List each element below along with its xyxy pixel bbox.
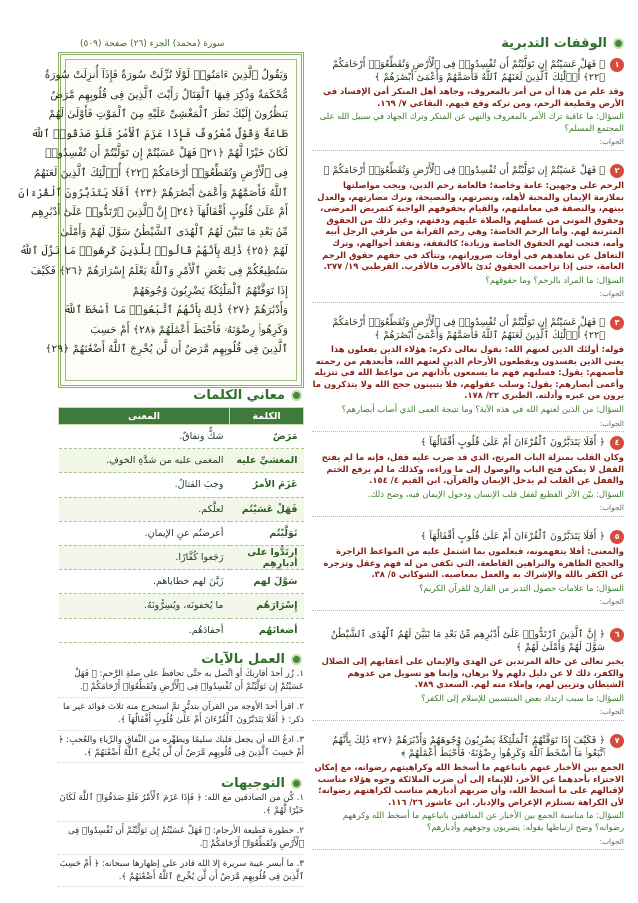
vocab-word: ارتَدُّوا على أدبارِهِم xyxy=(230,545,304,569)
reflection-body: وكان القلب بمنزلة الباب المرتج، الذي قد ضرب عليه قفل، فإنه ما لم يفتح القفل لا يمكن فتح الباب والوصول إلى ما وراءه، وكذلك ما لم يرفع الختم والقفل عن القلب لم يدخل الإيمان والقرآن. ابن القيم ٤/ ١٥٤. xyxy=(321,452,624,486)
vocab-row xyxy=(59,425,304,449)
quran-line: وَيَقُولُ ٱلَّذِينَ ءَامَنُوا۟ لَوْلَا نُزِّلَتْ سُورَةٌ فَإِذَآ أُنزِلَتْ سُورَةٌ xyxy=(44,69,288,81)
reflection-verse: ﴿ فَهَلْ عَسَيْتُمْ إِن تَوَلَّيْتُمْ أَن تُفْسِدُوا۟ فِى ٱلْأَرْضِ وَتُقَطِّعُوٓا۟ أَرْحَامَكُمْ ﴿٢٢﴾ أُو۟لَٰٓئِكَ ٱلَّذِينَ لَعَنَهُمُ ٱللَّهُ فَأَصَمَّهُمْ وَأَعْمَىٰٓ أَبْصَٰرَهُمْ ﴾ xyxy=(332,317,605,341)
vocab-meaning: رَجَعوا كُفَّارًا. xyxy=(59,545,230,569)
quran-line: مُّحْكَمَةٌ وَذُكِرَ فِيهَا ٱلْقِتَالُ رَأَيْتَ ٱلَّذِينَ فِى قُلُوبِهِم مَّرَضٌ xyxy=(50,88,288,101)
reflection-item xyxy=(312,530,624,611)
vocab-word: المغشيِّ عليه xyxy=(230,449,304,473)
work-title xyxy=(201,652,302,667)
reflection-item xyxy=(312,58,624,151)
quran-line: سَنُطِيعُكُمْ فِى بَعْضِ ٱلْأَمْرِ وَٱللَّهُ يَعْلَمُ إِسْرَارَهُمْ ﴿٢٦﴾ فَكَيْفَ xyxy=(30,264,288,277)
vocab-head-word: الكلمة xyxy=(230,408,304,425)
vocab-row xyxy=(59,570,304,594)
guide-item: ٢. خطورة قطيعة الأرحام: ﴿ فَهَلْ عَسَيْتُمْ إِن تَوَلَّيْتُمْ أَن تُفْسِدُوا۟ فِى ٱلْأَرْضِ وَتُقَطِّعُوٓا۟ أَرْحَامَكُمْ ﴾. xyxy=(58,825,304,855)
vocab-title-text: معاني الكلمات xyxy=(193,388,285,403)
quran-line: ٱللَّهُ فَأَصَمَّهُمْ وَأَعْمَىٰٓ أَبْصَٰرَهُمْ ﴿٢٣﴾ أَفَلَا يَتَدَبَّرُونَ ٱلْقُرْءَانَ xyxy=(18,186,288,199)
reflection-item xyxy=(312,734,624,850)
vocab-row xyxy=(59,497,304,521)
vocab-head-meaning: المعنى xyxy=(59,408,230,425)
reflection-head xyxy=(312,316,624,342)
reflection-head xyxy=(312,58,624,84)
reflection-verse: ﴿ أَفَلَا يَتَدَبَّرُونَ ٱلْقُرْءَانَ أَمْ عَلَىٰ قُلُوبٍ أَقْفَالُهَآ ﴾ xyxy=(420,531,605,542)
quran-line: لَكَانَ خَيْرًا لَّهُمْ ﴿٢١﴾ فَهَلْ عَسَيْتُمْ إِن تَوَلَّيْتُمْ أَن تُفْسِدُوا۟ xyxy=(45,147,288,160)
vocab-meaning: المغمى عليه من شدَّةِ الخوفِ. xyxy=(59,449,230,473)
vocab-row xyxy=(59,449,304,473)
work-item: ٢. اقرأ أحدَ الأوجه من القرآن بتدبُّرٍ ثمَّ استخرج منه ثلاث فوائد غير ما ذكر: ﴿ أَفَلَا يَتَدَبَّرُونَ ٱلْقُرْءَانَ أَمْ عَلَىٰ قُلُوبٍ أَقْفَالُهَآ ﴾. xyxy=(58,701,304,731)
reflection-head xyxy=(312,164,624,178)
vocab-meaning: شكٌّ ونفاقٌ. xyxy=(59,425,230,449)
guide-title xyxy=(221,776,302,791)
work-item: ٣. ادعُ الله أن يجعل قلبك سليمًا ويطهِّره من النِّفاقِ والرِّياءِ والعُجبِ: ﴿ أَمْ حَسِبَ ٱلَّذِينَ فِى قُلُوبِهِم مَّرَضٌ أَن لَّن يُخْرِجَ ٱللَّهُ أَضْغَٰنَهُمْ ﴾. xyxy=(58,734,304,764)
section-bullet-icon xyxy=(291,778,302,789)
vocab-meaning: وجبَ القتالُ. xyxy=(59,473,230,497)
reflection-answer-field[interactable]: الجواب: xyxy=(312,502,624,517)
work-title-text: العمل بالآيات xyxy=(201,652,285,667)
vocab-word: أضغانَهُم xyxy=(230,618,304,642)
vocab-meaning: زَيَّنَ لهم خطاياهم. xyxy=(59,570,230,594)
quran-line: إِذَا تَوَفَّتْهُمُ ٱلْمَلَٰٓئِكَةُ يَضْرِبُونَ وُجُوهَهُمْ xyxy=(132,284,288,297)
vocab-header-row xyxy=(59,408,304,425)
quran-line: فِى ٱلْأَرْضِ وَتُقَطِّعُوٓا۟ أَرْحَامَكُمْ ﴿٢٢﴾ أُو۟لَٰٓئِكَ ٱلَّذِينَ لَعَنَهُمُ xyxy=(33,166,288,179)
quran-line: أَمْ عَلَىٰ قُلُوبٍ أَقْفَالُهَآ ﴿٢٤﴾ إِنَّ ٱلَّذِينَ ٱرْتَدُّوا۟ عَلَىٰٓ أَدْبَٰرِهِم xyxy=(31,206,288,219)
reflection-body: الجمع بين الأخبار عنهم باتباعهم ما أسخط الله وكراهيتهم رضوانه، مع إمكان الاجتزاء بأحدهما عن الآخر، للإيماء إلى أن ضرب الملائكة وجوه هؤلاء مناسب لإقبالهم على ما أسخط الله، وأن ضربهم أدبارهم مناسب لكراهتهم رضوانه؛ لأن الكراهة تستلزم الإعراض والإدبار. ابن عاشور ٢٦/ ١١٦. xyxy=(314,762,624,807)
reflection-answer-field[interactable]: الجواب: xyxy=(312,836,624,851)
vocab-meaning: أعرضتُم عنِ الإيمانِ. xyxy=(59,521,230,545)
quran-page-header: سورة (محمد) الجزء (٢٦) صفحة (٥٠٩) xyxy=(80,39,225,49)
vocab-table xyxy=(58,407,304,643)
quran-line: لَهُمْ ﴿٢٥﴾ ذَٰلِكَ بِأَنَّهُمْ قَالُوا۟ لِلَّذِينَ كَرِهُوا۟ مَا نَزَّلَ ٱللَّهُ xyxy=(19,245,288,258)
reflection-number: ٧ xyxy=(610,734,624,748)
vocab-meaning: ما يُخفونَه، ويُسِرُّونَهُ. xyxy=(59,594,230,618)
reflection-answer-field[interactable]: الجواب: xyxy=(312,706,624,721)
reflection-number: ٢ xyxy=(610,164,624,178)
quran-line: ٱلَّذِينَ فِى قُلُوبِهِم مَّرَضٌ أَن لَّن يُخْرِجَ ٱللَّهُ أَضْغَٰنَهُمْ ﴿٢٩﴾ xyxy=(45,343,288,356)
section-bullet-icon xyxy=(613,38,624,49)
quran-line: طَاعَةٌ وَقَوْلٌ مَّعْرُوفٌ فَإِذَا عَزَمَ ٱلْأَمْرُ فَلَوْ صَدَقُوا۟ ٱللَّهَ xyxy=(31,127,288,140)
vocab-word: إِسْرَارَهُم xyxy=(230,594,304,618)
reflection-verse: ﴿ فَهَلْ عَسَيْتُمْ إِن تَوَلَّيْتُمْ أَن تُفْسِدُوا۟ فِى ٱلْأَرْضِ وَتُقَطِّعُوٓا۟ أَرْحَامَكُمْ ﴿٢٢﴾ أُو۟لَٰٓئِكَ ٱلَّذِينَ لَعَنَهُمُ ٱللَّهُ فَأَصَمَّهُمْ وَأَعْمَىٰٓ أَبْصَٰرَهُمْ ﴾ xyxy=(332,59,605,83)
vocab-meaning: لعلَّكم. xyxy=(59,497,230,521)
reflection-item xyxy=(312,164,624,303)
vocab-word: تَوَلَّيْتُم xyxy=(230,521,304,545)
reflection-number: ١ xyxy=(610,58,624,72)
reflection-question: السؤال: ما علامات حصول التدبر من القارئ للقرآن الكريم؟ xyxy=(418,582,624,593)
reflection-question: السؤال: ما عاقبة ترك الأمر بالمعروف والنهي عن المنكر وترك الجهاد في سبيل الله على المجتمع المسلم؟ xyxy=(319,111,624,133)
reflection-question: السؤال: ما مناسبة الجمع بين الأخبار عن المنافقين باتباعهم ما أسخط الله وكرههم رضوانه؟ وضح ارتباطها بقوله: يضربون وجوههم وأدبارهم؟ xyxy=(342,810,624,832)
reflection-number: ٣ xyxy=(610,316,624,330)
reflection-answer-field[interactable]: الجواب: xyxy=(312,596,624,611)
quran-line: يَنظُرُونَ إِلَيْكَ نَظَرَ ٱلْمَغْشِىِّ عَلَيْهِ مِنَ ٱلْمَوْتِ فَأَوْلَىٰ لَهُمْ xyxy=(48,108,288,121)
reflection-answer-field[interactable]: الجواب: xyxy=(312,418,624,433)
vocab-row xyxy=(59,473,304,497)
reflection-body: قوله: أولئك الذين لعنهم الله: يقول تعالى ذكره: هؤلاء الذين يفعلون هذا يعني الذين يفسدون ويقطعون الأرحام الذين لعنهم الله، فأبعدهم من رحمته فأصمهم: يقول: فسلبهم فهم ما يسمعون بآذانهم من مواعظ الله في تنزيله وأعمى أبصارهم: يقول: وسلب عقولهم، فلا يتبينون حجج الله ولا يتذكرون ما يرون من عبره وأدلته. الطبري ٢٢/ ١٧٨. xyxy=(312,344,624,401)
quran-text-inner xyxy=(18,59,297,381)
vocab-word: سَوَّلَ لهم xyxy=(230,570,304,594)
quran-text-box xyxy=(18,52,304,388)
vocab-meaning: أحقادَهُم. xyxy=(59,618,230,642)
reflection-question: السؤال: من الذين لعنهم الله في هذه الآية؟ وما نتيجة العمى الذي أصاب أبصارهم؟ xyxy=(341,403,624,414)
reflection-number: ٦ xyxy=(610,628,624,642)
reflection-head xyxy=(312,628,624,654)
reflection-answer-field[interactable]: الجواب: xyxy=(312,136,624,151)
reflection-question: السؤال: ما سبب ارتداد بعض المنتسبين للإسلام إلى الكفر؟ xyxy=(421,692,624,703)
quran-line: وَأَدْبَٰرَهُمْ ﴿٢٧﴾ ذَٰلِكَ بِأَنَّهُمُ ٱتَّبَعُوا۟ مَآ أَسْخَطَ ٱللَّهَ xyxy=(63,304,288,317)
reflection-head xyxy=(312,436,624,450)
reflection-head xyxy=(312,734,624,760)
quran-line: وَكَرِهُوا۟ رِضْوَٰنَهُۥ فَأَحْبَطَ أَعْمَٰلَهُمْ ﴿٢٨﴾ أَمْ حَسِبَ xyxy=(90,323,288,336)
work-item: ١. زُر أحدَ أقاربكَ أو اتَّصل به حتَّى تحافظَ على صلةِ الرَّحمِ: ﴿ فَهَلْ عَسَيْتُمْ إِن تَوَلَّيْتُمْ أَن تُفْسِدُوا۟ فِى ٱلْأَرْضِ وَتُقَطِّعُوٓا۟ أَرْحَامَكُمْ ﴾. xyxy=(58,668,304,698)
vocab-row xyxy=(59,594,304,618)
reflection-number: ٥ xyxy=(610,530,624,544)
reflection-answer-field[interactable]: الجواب: xyxy=(312,288,624,303)
reflection-item xyxy=(312,316,624,432)
reflection-verse: ﴿ أَفَلَا يَتَدَبَّرُونَ ٱلْقُرْءَانَ أَمْ عَلَىٰ قُلُوبٍ أَقْفَالُهَآ ﴾ xyxy=(420,437,605,448)
work-list xyxy=(58,668,304,766)
vocab-word: عَزَمَ الأمرُ xyxy=(230,473,304,497)
training-title-text: الوقفات التدبرية xyxy=(501,36,607,51)
vocab-word: مَرَضٌ xyxy=(230,425,304,449)
reflection-verse: ﴿ فَكَيْفَ إِذَا تَوَفَّتْهُمُ ٱلْمَلَٰٓئِكَةُ يَضْرِبُونَ وُجُوهَهُمْ وَأَدْبَٰرَهُمْ ﴿٢٧﴾ ذَٰلِكَ بِأَنَّهُمُ ٱتَّبَعُوا۟ مَآ أَسْخَطَ ٱللَّهَ وَكَرِهُوا۟ رِضْوَٰنَهُۥ فَأَحْبَطَ أَعْمَٰلَهُمْ ﴾ xyxy=(332,735,605,759)
reflection-head xyxy=(312,530,624,544)
reflection-item xyxy=(312,628,624,721)
guide-item: ٣. ما أيسر عيبة سريرة إلا الله قادر على إظهارها سبحانه: ﴿ أَمْ حَسِبَ ٱلَّذِينَ فِى قُلُوبِهِم مَّرَضٌ أَن لَّن يُخْرِجَ ٱللَّهُ أَضْغَٰنَهُمْ ﴾. xyxy=(58,858,304,888)
guide-list xyxy=(58,792,304,890)
reflection-verse: ﴿ إِنَّ ٱلَّذِينَ ٱرْتَدُّوا۟ عَلَىٰٓ أَدْبَٰرِهِم مِّنۢ بَعْدِ مَا تَبَيَّنَ لَهُمُ ٱلْهُدَى ٱلشَّيْطَٰنُ سَوَّلَ لَهُمْ وَأَمْلَىٰ لَهُمْ ﴾ xyxy=(330,629,605,653)
reflection-body: يخبر تعالى عن حالة المرتدين عن الهدى والإيمان على أعقابهم إلى الضلال والكفر، ذلك لا عن دليل دلهم ولا برهان، وإنما هو تسويل من عدوهم الشيطان وتزيين لهم، وإملاء منه لهم. السعدي ٧٨٩. xyxy=(321,656,624,690)
reflection-body: والمعنى: أفلا يتفهمونه، فيعلمون بما اشتمل عليه من المواعظ الزاجرة والحجج الظاهرة والبراهين القاطعة، التي تكفي من له فهم وعقل وتزجره عن الكفر بالله والإشراك به والعمل بمعاصيه. الشوكاني ٥/ ٣٨. xyxy=(323,546,624,580)
guide-title-text: التوجيهات xyxy=(221,776,285,791)
vocab-row xyxy=(59,618,304,642)
reflection-body: وقد علم من هذا أن من أمر بالمعروف، وجاهد أهل المنكر أمن الإفساد في الأرض وقطيعة الرحم، ومن تركه وقع فيهم. البقاعي ٧/ ١٦٩. xyxy=(323,86,624,108)
section-bullet-icon xyxy=(291,654,302,665)
quran-line: مِّنۢ بَعْدِ مَا تَبَيَّنَ لَهُمُ ٱلْهُدَى ٱلشَّيْطَٰنُ سَوَّلَ لَهُمْ وَأَمْلَىٰ xyxy=(60,225,288,238)
vocab-row xyxy=(59,521,304,545)
vocab-row xyxy=(59,545,304,569)
section-bullet-icon xyxy=(291,390,302,401)
reflection-question: السؤال: بيّن الأثر الفظيع لقفل قلب الإنسان ودخول الإيمان فيه، وضح ذلك. xyxy=(367,488,624,499)
vocab-word: فَهَلْ عَسَيْتُم xyxy=(230,497,304,521)
reflection-question: السؤال: ما المراد بالرحم؟ وما حقوقهم؟ xyxy=(485,274,624,285)
reflection-number: ٤ xyxy=(610,436,624,450)
guide-item: ١. كُن من الصادقين مع الله: ﴿ فَإِذَا عَزَمَ ٱلْأَمْرُ فَلَوْ صَدَقُوا۟ ٱللَّهَ لَكَانَ خَيْرًا لَّهُمْ ﴾. xyxy=(58,792,304,822)
reflection-body: الرحم على وجهين: عامة وخاصة؛ فالعامة رحم الدين، ويجب مواصلتها بملازمة الإيمان والمحبة لأهله، ونصرتهم، والنصيحة، وترك مضارتهم، والعدل بينهم، والنصفة في معاملتهم، والقيام بحقوقهم الواجبة كتمريض المرضى، وحقوق الموتى من غسلهم والصلاة عليهم ودفنهم، وغير ذلك من الحقوق المترتبة لهم. وأما الرحم الخاصة: وهي رحم القرابة من طرفي الرجل أبيه وأمه، فتجب لهم الحقوق الخاصة وزيادة؛ كالنفقة، وتفقد أحوالهم، وترك التغافل عن تعاهدهم في أوقات ضروراتهم، وتتأكد في حقهم حقوق الرحم العامة، حتى إذا تزاحمت الحقوق بُدئ بالأقرب فالأقرب. القرطبي ١٩/ ٢٧٧. xyxy=(317,180,624,272)
reflection-verse: ﴿ فَهَلْ عَسَيْتُمْ إِن تَوَلَّيْتُمْ أَن تُفْسِدُوا۟ فِى ٱلْأَرْضِ وَتُقَطِّعُوٓا۟ أَرْحَامَكُمْ ﴾ xyxy=(323,165,605,176)
training-title xyxy=(501,36,624,51)
reflection-item xyxy=(312,436,624,517)
vocab-title xyxy=(193,388,302,403)
